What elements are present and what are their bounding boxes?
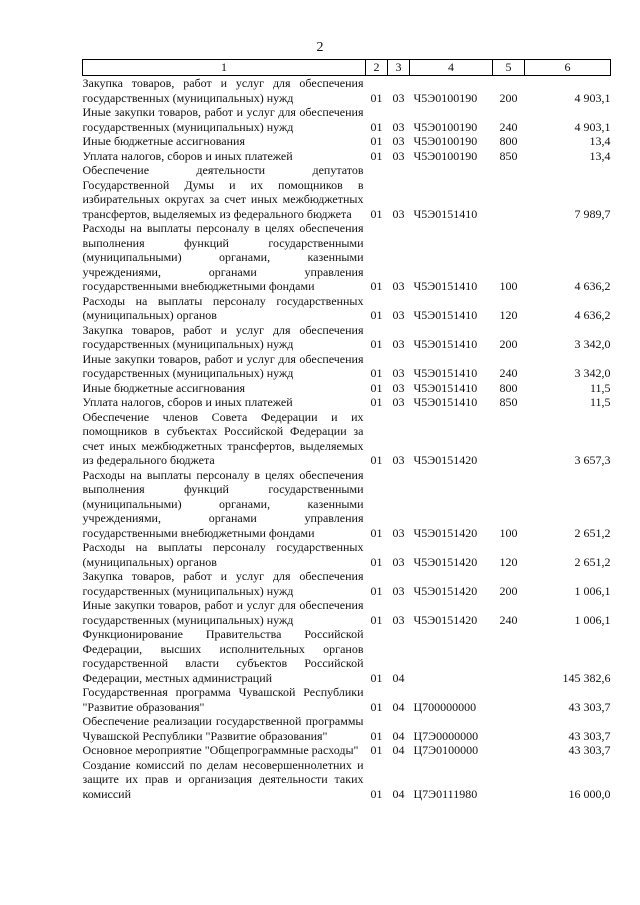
row-expense-type: 240 bbox=[499, 366, 518, 380]
row-name: Функционирование Правительства Российской Федерации, высших исполнительных органов государственной власти субъектов Российской Федерации, местных администраций bbox=[82, 627, 364, 685]
table-row bbox=[83, 468, 611, 541]
row-subsection: 03 bbox=[392, 148, 405, 163]
row-target-code: Ч5Э0100190 bbox=[413, 148, 478, 163]
row-subsection: 03 bbox=[392, 395, 405, 409]
row-subsection: 03 bbox=[392, 308, 405, 322]
row-section: 01 bbox=[370, 395, 383, 409]
row-target-code: Ч5Э0151420 bbox=[413, 453, 478, 467]
row-name: Обеспечение членов Совета Федерации и их помощников в субъектах Российской Федерации за счет иных межбюджетных трансфертов, выделяемых из федерального бюджета bbox=[82, 409, 364, 467]
row-target-code: Ч5Э0151410 bbox=[413, 308, 478, 322]
row-expense-type bbox=[493, 758, 525, 802]
row-target-code: Ц7Э0100000 bbox=[413, 743, 479, 757]
table-row bbox=[83, 163, 611, 221]
row-section: 01 bbox=[370, 206, 383, 221]
row-target-code: Ч5Э0100190 bbox=[413, 90, 478, 105]
table-row bbox=[83, 381, 611, 396]
row-amount: 2 651,2 bbox=[574, 554, 611, 569]
row-target-code: Ч5Э0151420 bbox=[413, 583, 478, 598]
row-amount: 3 657,3 bbox=[574, 453, 611, 467]
row-section: 01 bbox=[370, 699, 383, 714]
row-name: Государственная программа Чувашской Республики "Развитие образования" bbox=[82, 685, 364, 714]
row-target-code: Ч5Э0151410 bbox=[413, 380, 478, 395]
row-subsection: 03 bbox=[392, 554, 405, 569]
row-expense-type: 240 bbox=[499, 612, 518, 627]
row-name: Закупка товаров, работ и услуг для обеспечения государственных (муниципальных) нужд bbox=[82, 322, 364, 351]
row-section: 01 bbox=[370, 279, 383, 293]
row-name: Уплата налогов, сборов и иных платежей bbox=[82, 395, 293, 409]
row-name: Иные закупки товаров, работ и услуг для обеспечения государственных (муниципальных) нужд bbox=[82, 105, 364, 134]
row-subsection: 04 bbox=[392, 728, 405, 743]
row-amount: 11,5 bbox=[589, 380, 611, 395]
header-row bbox=[83, 60, 611, 76]
row-amount: 3 342,0 bbox=[574, 337, 611, 351]
row-target-code: Ч5Э0151420 bbox=[413, 554, 478, 569]
row-name: Иные бюджетные ассигнования bbox=[82, 380, 245, 395]
row-amount: 4 636,2 bbox=[574, 279, 611, 293]
table-row bbox=[83, 76, 611, 106]
row-section: 01 bbox=[370, 786, 383, 801]
row-amount: 13,4 bbox=[589, 134, 611, 148]
row-section: 01 bbox=[370, 583, 383, 598]
row-name: Иные закупки товаров, работ и услуг для обеспечения государственных (муниципальных) нужд bbox=[82, 351, 364, 380]
row-amount: 1 006,1 bbox=[574, 612, 611, 627]
row-expense-type bbox=[493, 714, 525, 743]
row-expense-type bbox=[493, 163, 525, 221]
row-amount: 16 000,0 bbox=[568, 786, 611, 801]
row-name: Расходы на выплаты персоналу государственных (муниципальных) органов bbox=[82, 540, 364, 569]
row-expense-type: 800 bbox=[499, 380, 518, 395]
row-amount: 3 342,0 bbox=[574, 366, 611, 380]
row-amount: 43 303,7 bbox=[568, 699, 611, 714]
table-row bbox=[83, 569, 611, 598]
row-section: 01 bbox=[370, 554, 383, 569]
row-target-code: Ц7Э0111980 bbox=[413, 786, 478, 801]
row-section: 01 bbox=[370, 148, 383, 163]
row-subsection: 03 bbox=[392, 279, 405, 293]
row-name: Расходы на выплаты персоналу государственных (муниципальных) органов bbox=[82, 293, 364, 322]
row-amount: 1 006,1 bbox=[574, 583, 611, 598]
row-amount: 11,5 bbox=[589, 395, 611, 409]
row-target-code: Ч5Э0151410 bbox=[413, 206, 478, 221]
row-name: Закупка товаров, работ и услуг для обеспечения государственных (муниципальных) нужд bbox=[82, 76, 364, 105]
row-section: 01 bbox=[370, 90, 383, 105]
page-number: 2 bbox=[316, 40, 324, 55]
row-expense-type: 200 bbox=[499, 583, 518, 598]
row-name: Обеспечение деятельности депутатов Государственной Думы и их помощников в избирательных округах за счет иных межбюджетных трансфертов, выделяемых из федерального бюджета bbox=[82, 163, 364, 221]
table-row bbox=[83, 323, 611, 352]
row-expense-type bbox=[493, 743, 525, 758]
table-row bbox=[83, 410, 611, 468]
table-row bbox=[83, 743, 611, 758]
table-row bbox=[83, 294, 611, 323]
row-expense-type: 100 bbox=[499, 525, 518, 540]
row-section: 01 bbox=[370, 119, 383, 134]
row-section: 01 bbox=[370, 728, 383, 743]
row-subsection: 03 bbox=[392, 612, 405, 627]
row-section: 01 bbox=[370, 612, 383, 627]
table-row bbox=[83, 134, 611, 149]
row-amount: 13,4 bbox=[589, 148, 611, 163]
budget-table bbox=[82, 59, 611, 801]
table-row bbox=[83, 540, 611, 569]
row-name: Уплата налогов, сборов и иных платежей bbox=[82, 148, 293, 163]
row-name: Создание комиссий по делам несовершеннолетних и защите их прав и организация деятельности таких комиссий bbox=[82, 757, 364, 801]
row-subsection: 03 bbox=[392, 583, 405, 598]
row-target-code: Ч5Э0151410 bbox=[413, 279, 478, 293]
row-section: 01 bbox=[370, 380, 383, 395]
row-subsection: 03 bbox=[392, 90, 405, 105]
row-target-code: Ч5Э0151410 bbox=[413, 395, 478, 409]
header-col-6: 6 bbox=[525, 60, 611, 76]
row-expense-type bbox=[493, 627, 525, 685]
row-name: Обеспечение реализации государственной программы Чувашской Республики "Развитие образования" bbox=[82, 714, 364, 743]
row-subsection: 03 bbox=[392, 380, 405, 395]
row-expense-type: 120 bbox=[499, 308, 518, 322]
row-amount: 4 903,1 bbox=[574, 90, 611, 105]
row-section: 01 bbox=[370, 670, 383, 685]
row-subsection: 03 bbox=[392, 206, 405, 221]
row-target-code: Ч5Э0100190 bbox=[413, 134, 478, 148]
table-row bbox=[83, 627, 611, 685]
row-name: Расходы на выплаты персоналу в целях обеспечения выполнения функций государственными (муниципальными) органами, казенными учреждениями, органами управления государственными внебюджетными фондами bbox=[82, 221, 364, 293]
row-name: Закупка товаров, работ и услуг для обеспечения государственных (муниципальных) нужд bbox=[82, 569, 364, 598]
row-amount: 43 303,7 bbox=[568, 743, 611, 757]
row-target-code bbox=[410, 627, 493, 685]
row-target-code: Ц7Э0000000 bbox=[413, 728, 479, 743]
row-subsection: 03 bbox=[392, 453, 405, 467]
row-section: 01 bbox=[370, 134, 383, 148]
row-target-code: Ч5Э0151420 bbox=[413, 612, 478, 627]
row-expense-type: 120 bbox=[499, 554, 518, 569]
row-amount: 4 636,2 bbox=[574, 308, 611, 322]
table-row bbox=[83, 352, 611, 381]
row-subsection: 04 bbox=[392, 743, 405, 757]
row-target-code: Ц700000000 bbox=[413, 699, 477, 714]
table-row bbox=[83, 685, 611, 714]
row-target-code: Ч5Э0100190 bbox=[413, 119, 478, 134]
table-body bbox=[83, 76, 611, 802]
table-row bbox=[83, 395, 611, 410]
row-amount: 7 989,7 bbox=[574, 206, 611, 221]
header-col-5: 5 bbox=[493, 60, 525, 76]
row-target-code: Ч5Э0151410 bbox=[413, 337, 478, 351]
row-subsection: 03 bbox=[392, 525, 405, 540]
row-expense-type: 800 bbox=[499, 134, 518, 148]
row-name: Иные бюджетные ассигнования bbox=[82, 134, 245, 148]
row-target-code: Ч5Э0151410 bbox=[413, 366, 478, 380]
row-section: 01 bbox=[370, 337, 383, 351]
row-subsection: 03 bbox=[392, 366, 405, 380]
row-section: 01 bbox=[370, 308, 383, 322]
row-subsection: 03 bbox=[392, 119, 405, 134]
row-subsection: 04 bbox=[392, 786, 405, 801]
row-name: Расходы на выплаты персоналу в целях обеспечения выполнения функций государственными (муниципальными) органами, казенными учреждениями, органами управления государственными внебюджетными фондами bbox=[82, 467, 364, 540]
row-amount: 145 382,6 bbox=[562, 670, 611, 685]
table-row bbox=[83, 714, 611, 743]
row-subsection: 03 bbox=[392, 337, 405, 351]
row-expense-type: 850 bbox=[499, 148, 518, 163]
row-section: 01 bbox=[370, 743, 383, 757]
row-expense-type: 240 bbox=[499, 119, 518, 134]
row-section: 01 bbox=[370, 453, 383, 467]
row-expense-type: 850 bbox=[499, 395, 518, 409]
row-section: 01 bbox=[370, 525, 383, 540]
row-expense-type bbox=[493, 410, 525, 468]
table-row bbox=[83, 105, 611, 134]
row-target-code: Ч5Э0151420 bbox=[413, 525, 478, 540]
row-name: Основное мероприятие "Общепрограммные расходы" bbox=[82, 743, 359, 757]
row-subsection: 04 bbox=[392, 699, 405, 714]
row-amount: 43 303,7 bbox=[568, 728, 611, 743]
header-col-2: 2 bbox=[366, 60, 388, 76]
row-subsection: 04 bbox=[392, 670, 405, 685]
row-section: 01 bbox=[370, 366, 383, 380]
row-name: Иные закупки товаров, работ и услуг для обеспечения государственных (муниципальных) нужд bbox=[82, 598, 364, 627]
table-row bbox=[83, 221, 611, 294]
table-row bbox=[83, 598, 611, 627]
table-row bbox=[83, 149, 611, 164]
row-subsection: 03 bbox=[392, 134, 405, 148]
header-col-4: 4 bbox=[410, 60, 493, 76]
header-col-3: 3 bbox=[388, 60, 410, 76]
row-expense-type bbox=[493, 685, 525, 714]
row-expense-type: 200 bbox=[499, 337, 518, 351]
table-row bbox=[83, 758, 611, 802]
row-expense-type: 200 bbox=[499, 90, 518, 105]
header-col-1: 1 bbox=[83, 60, 366, 76]
row-amount: 2 651,2 bbox=[574, 525, 611, 540]
row-amount: 4 903,1 bbox=[574, 119, 611, 134]
row-expense-type: 100 bbox=[499, 279, 518, 293]
